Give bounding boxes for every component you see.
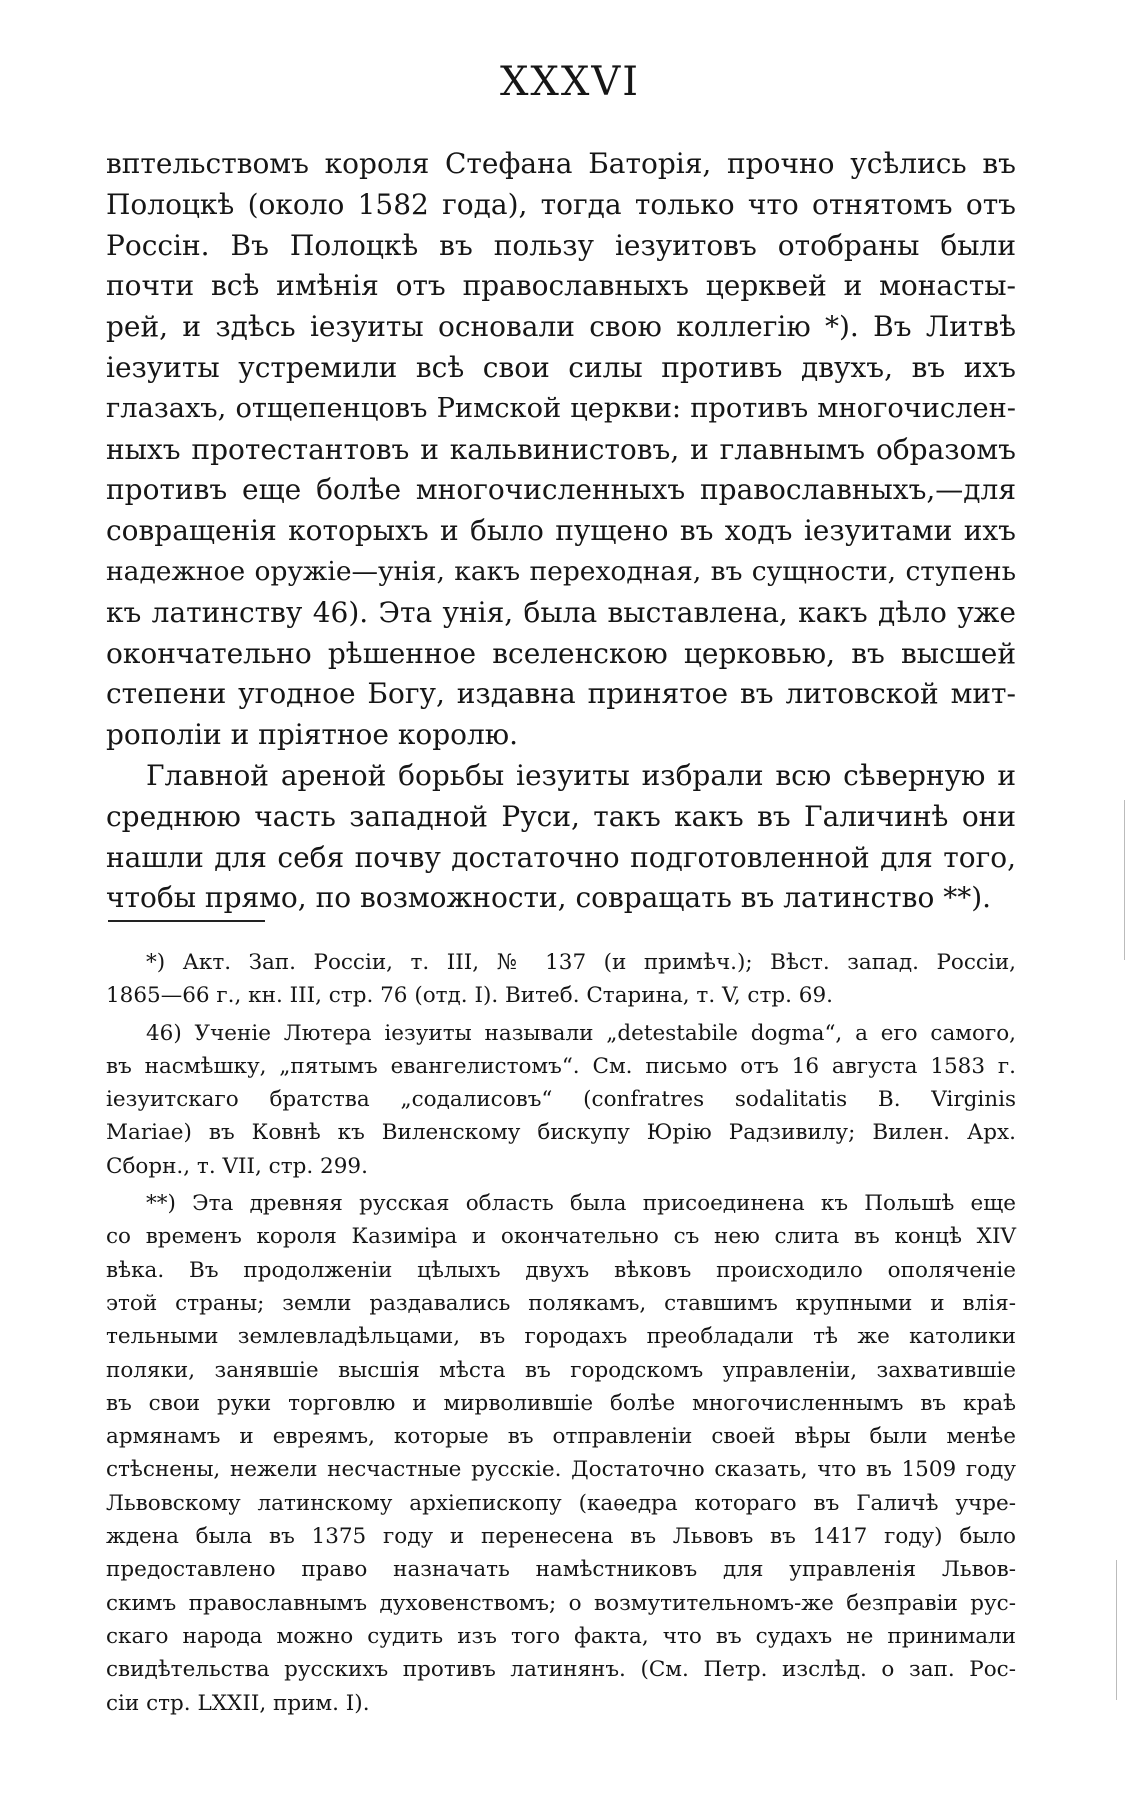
footnote-line: стѣснены, нежели несчастные русскіе. Достаточно сказать, что въ 1509 году <box>106 1457 1016 1483</box>
text-line: почти всѣ имѣнія отъ православныхъ церквей и монасты- <box>106 269 1016 303</box>
text-line: Полоцкѣ (около 1582 года), тогда только что отнятомъ отъ <box>106 187 1016 221</box>
text-line: надежное оружіе—унія, какъ переходная, въ сущности, ступень <box>106 555 1016 587</box>
footnote-line: свидѣтельства русскихъ противъ латинянъ. (См. Петр. изслѣд. о зап. Рос- <box>106 1657 1016 1683</box>
footnote-line: въ насмѣшку, „пятымъ евангелистомъ“. См. письмо отъ 16 августа 1583 г. <box>106 1053 1016 1079</box>
text-line: глазахъ, отщепенцовъ Римской церкви: противъ многочислен- <box>106 392 1016 424</box>
text-line: рополіи и пріятное королю. <box>106 718 519 752</box>
text-line: Главной ареной борьбы іезуиты избрали всю сѣверную и <box>146 758 1016 792</box>
footnote-separator <box>108 920 265 922</box>
footnote-line: предоставлено право назначать намѣстниковъ для управленія Львов- <box>106 1557 1016 1583</box>
footnote-line: въ свои руки торговлю и мирволившіе болѣе многочисленнымъ въ краѣ <box>106 1390 1016 1416</box>
main-text <box>106 144 1016 919</box>
footnote-line: *) Акт. Зап. Россіи, т. III, № 137 (и примѣч.); Вѣст. запад. Россіи, <box>146 950 1016 975</box>
footnote-line: поляки, занявшіе высшія мѣста въ городскомъ управленіи, захватившіе <box>106 1357 1016 1383</box>
footnote-line: іезуитскаго братства „содалисовъ“ (confratres sodalitatis B. Virginis <box>106 1087 1016 1113</box>
footnote-line: **) Эта древняя русская область была присоединена къ Польшѣ еще <box>146 1191 1016 1217</box>
footnote-line: ждена была въ 1375 году и перенесена въ Львовъ въ 1417 году) было <box>106 1524 1016 1550</box>
footnote-line: Сборн., т. VII, стр. 299. <box>106 1153 368 1179</box>
footnote-line: армянамъ и евреямъ, которые въ отправленіи своей вѣры были менѣе <box>106 1424 1016 1450</box>
footnote-line: скимъ православнымъ духовенствомъ; о возмутительномъ-же безправіи рус- <box>106 1590 1016 1616</box>
text-line: противъ еще болѣе многочисленныхъ православныхъ,—для <box>106 473 1016 507</box>
text-line: окончательно рѣшенное вселенскою церковью, въ высшей <box>106 636 1016 670</box>
footnotes <box>106 946 1016 1720</box>
footnote-line: 46) Ученіе Лютера іезуиты называли „detestabile dogma“, а его самого, <box>146 1020 1016 1046</box>
text-line: степени угодное Богу, издавна принятое въ литовской мит- <box>106 677 1016 711</box>
text-line: среднюю часть западной Руси, такъ какъ въ Галичинѣ они <box>106 799 1016 833</box>
footnote-line: Львовскому латинскому архіепископу (каѳедра котораго въ Галичѣ учре- <box>106 1490 1016 1516</box>
footnote-line: сіи стр. LXXII, прим. I). <box>106 1690 370 1716</box>
text-line: Россін. Въ Полоцкѣ въ пользу іезуитовъ отобраны были <box>106 228 1016 262</box>
text-line: ныхъ протестантовъ и кальвинистовъ, и главнымъ образомъ <box>106 432 1016 466</box>
text-line: нашли для себя почву достаточно подготовленной для того, <box>106 840 1016 874</box>
text-line: вптельствомъ короля Стефана Баторія, прочно усѣлись въ <box>106 147 1016 180</box>
text-line: рей, и здѣсь іезуиты основали свою коллегію *). Въ Литвѣ <box>106 310 1016 344</box>
footnote-line: со временъ короля Казиміра и окончательно съ нею слита въ концѣ XIV <box>106 1224 1016 1250</box>
footnote-line: тельными землевладѣльцами, въ городахъ преобладали тѣ же католики <box>106 1324 1016 1350</box>
text-line: чтобы прямо, по возможности, совращать въ латинство **). <box>106 881 992 915</box>
footnote-line: скаго народа можно судить изъ того факта, что въ судахъ не принимали <box>106 1623 1016 1649</box>
footnote-line: 1865—66 г., кн. III, стр. 76 (отд. I). Витеб. Старина, т. V, стр. 69. <box>106 983 833 1009</box>
footnote-line: этой страны; земли раздавались полякамъ, ставшимъ крупными и влія- <box>106 1290 1016 1316</box>
text-line: къ латинству 46). Эта унія, была выставлена, какъ дѣло уже <box>106 595 1016 629</box>
scan-artifact-line <box>1116 1560 1117 1700</box>
footnote-line: Mariae) въ Ковнѣ къ Виленскому бискупу Юрію Радзивилу; Вилен. Арх. <box>106 1120 1016 1146</box>
footnote-line: вѣка. Въ продолженіи цѣлыхъ двухъ вѣковъ происходило ополяченіе <box>106 1257 1016 1283</box>
text-line: іезуиты устремили всѣ свои силы противъ двухъ, въ ихъ <box>106 350 1016 384</box>
text-line: совращенія которыхъ и было пущено въ ходъ іезуитами ихъ <box>106 514 1016 548</box>
scan-artifact-line <box>1124 800 1125 960</box>
page-number: XXXVI <box>499 59 641 105</box>
